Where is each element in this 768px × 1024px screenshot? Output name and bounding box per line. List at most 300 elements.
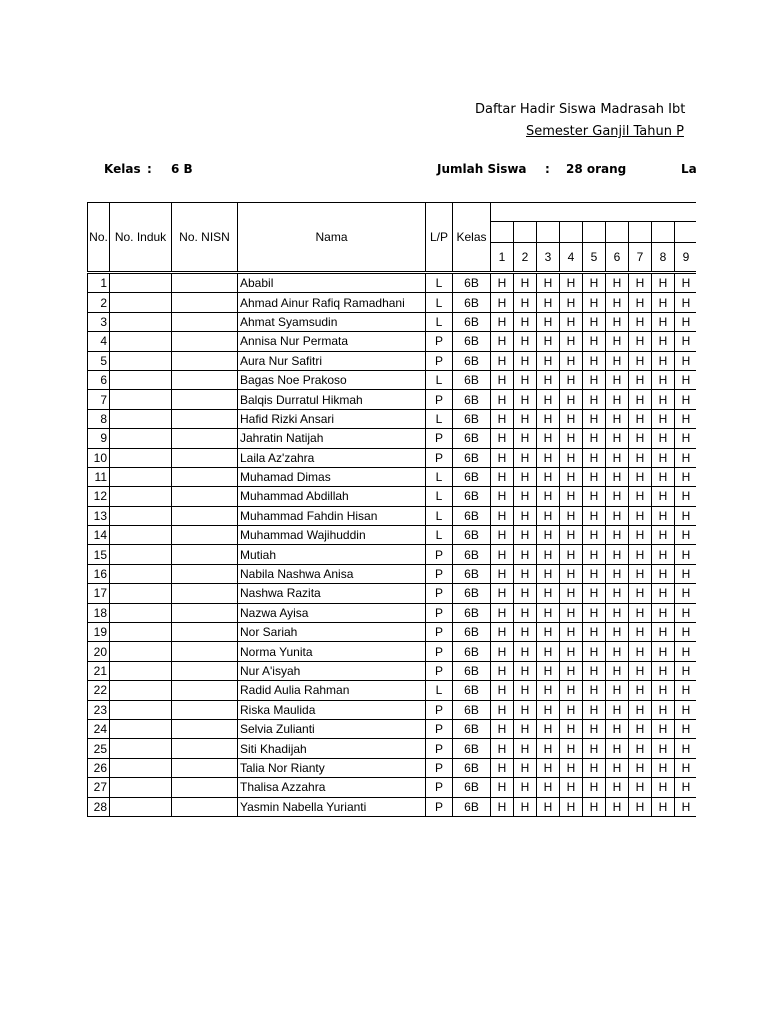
student-name: Ahmad Ainur Rafiq Ramadhani [238,293,426,312]
attendance-cell: H [675,390,698,409]
attendance-cell: H [491,506,514,525]
table-row [88,526,698,545]
student-name: Selvia Zulianti [238,719,426,738]
attendance-cell: H [606,312,629,331]
attendance-cell: H [537,409,560,428]
attendance-cell: H [629,273,652,293]
attendance-cell: H [560,526,583,545]
attendance-cell: H [514,719,537,738]
attendance-cell: H [583,293,606,312]
attendance-cell: H [583,487,606,506]
attendance-cell: H [514,273,537,293]
no-nisn-cell [172,273,238,293]
row-number: 19 [88,623,110,642]
attendance-cell: H [652,409,675,428]
attendance-cell: H [560,312,583,331]
attendance-cell: H [491,487,514,506]
attendance-cell: H [606,758,629,777]
no-nisn-cell [172,661,238,680]
student-name: Annisa Nur Permata [238,332,426,351]
attendance-cell: H [652,487,675,506]
attendance-cell: H [560,370,583,389]
attendance-cell: H [537,642,560,661]
attendance-cell: H [537,506,560,525]
jumlah-siswa-value: 28 orang [566,162,627,176]
attendance-cell: H [606,351,629,370]
table-row [88,700,698,719]
no-induk-cell [110,526,172,545]
table-row [88,681,698,700]
attendance-cell: H [652,739,675,758]
day-header-blank [560,222,583,243]
attendance-cell: H [652,584,675,603]
class-cell: 6B [453,739,491,758]
attendance-cell: H [514,564,537,583]
attendance-cell: H [583,390,606,409]
day-header: 3 [537,243,560,273]
attendance-cell: H [675,526,698,545]
row-number: 25 [88,739,110,758]
no-induk-cell [110,700,172,719]
extra-label-truncated: La [681,162,697,176]
no-nisn-cell [172,448,238,467]
day-header-blank [537,222,560,243]
attendance-cell: H [537,778,560,797]
row-number: 22 [88,681,110,700]
attendance-cell: H [583,467,606,486]
row-number: 24 [88,719,110,738]
gender-cell: P [426,448,453,467]
no-nisn-cell [172,623,238,642]
attendance-cell: H [560,293,583,312]
attendance-cell: H [560,661,583,680]
row-number: 13 [88,506,110,525]
attendance-cell: H [583,661,606,680]
attendance-cell: H [652,719,675,738]
attendance-cell: H [560,642,583,661]
attendance-cell: H [514,739,537,758]
row-number: 26 [88,758,110,777]
attendance-cell: H [652,526,675,545]
attendance-cell: H [629,487,652,506]
no-nisn-cell [172,545,238,564]
attendance-cell: H [629,545,652,564]
gender-cell: P [426,758,453,777]
class-cell: 6B [453,661,491,680]
no-nisn-cell [172,487,238,506]
attendance-cell: H [514,623,537,642]
gender-cell: L [426,312,453,331]
col-header-no: No. [88,203,110,273]
attendance-cell: H [537,545,560,564]
no-nisn-cell [172,390,238,409]
class-cell: 6B [453,409,491,428]
jumlah-siswa-separator: : [545,162,550,176]
class-cell: 6B [453,448,491,467]
table-row [88,293,698,312]
student-name: Mutiah [238,545,426,564]
no-induk-cell [110,506,172,525]
attendance-cell: H [491,351,514,370]
attendance-cell: H [583,778,606,797]
row-number: 8 [88,409,110,428]
attendance-cell: H [583,758,606,777]
attendance-cell: H [514,681,537,700]
attendance-cell: H [652,545,675,564]
student-name: Aura Nur Safitri [238,351,426,370]
day-header-blank [514,222,537,243]
attendance-cell: H [629,332,652,351]
class-cell: 6B [453,797,491,816]
day-header: 4 [560,243,583,273]
no-nisn-cell [172,797,238,816]
attendance-cell: H [560,506,583,525]
no-induk-cell [110,448,172,467]
attendance-cell: H [629,700,652,719]
gender-cell: P [426,642,453,661]
attendance-cell: H [675,448,698,467]
attendance-cell: H [537,758,560,777]
col-header-nisn: No. NISN [172,203,238,273]
header-row-top [88,203,698,222]
attendance-cell: H [629,409,652,428]
attendance-cell: H [537,797,560,816]
attendance-cell: H [606,584,629,603]
attendance-cell: H [675,564,698,583]
attendance-cell: H [560,545,583,564]
attendance-cell: H [583,429,606,448]
table-row [88,758,698,777]
attendance-cell: H [675,584,698,603]
day-header-blank [606,222,629,243]
attendance-cell: H [560,487,583,506]
student-name: Laila Az'zahra [238,448,426,467]
no-induk-cell [110,332,172,351]
gender-cell: P [426,603,453,622]
attendance-cell: H [491,390,514,409]
attendance-cell: H [606,293,629,312]
attendance-cell: H [652,603,675,622]
attendance-cell: H [606,429,629,448]
attendance-cell: H [560,719,583,738]
no-induk-cell [110,429,172,448]
attendance-cell: H [560,681,583,700]
attendance-cell: H [514,797,537,816]
gender-cell: L [426,467,453,486]
attendance-cell: H [583,681,606,700]
student-name: Ababil [238,273,426,293]
attendance-cell: H [675,312,698,331]
attendance-cell: H [537,719,560,738]
day-header-blank [629,222,652,243]
attendance-cell: H [560,332,583,351]
attendance-cell: H [652,370,675,389]
no-nisn-cell [172,429,238,448]
col-header-lp: L/P [426,203,453,273]
attendance-cell: H [583,409,606,428]
student-name: Talia Nor Rianty [238,758,426,777]
student-name: Jahratin Natijah [238,429,426,448]
student-name: Balqis Durratul Hikmah [238,390,426,409]
attendance-cell: H [606,603,629,622]
row-number: 3 [88,312,110,331]
attendance-cell: H [583,332,606,351]
attendance-cell: H [606,681,629,700]
attendance-cell: H [675,273,698,293]
attendance-cell: H [606,545,629,564]
day-header: 9 [675,243,698,273]
day-header-blank [583,222,606,243]
table-row [88,584,698,603]
attendance-cell: H [514,390,537,409]
no-induk-cell [110,409,172,428]
attendance-cell: H [606,719,629,738]
attendance-cell: H [514,584,537,603]
row-number: 9 [88,429,110,448]
attendance-table-body [88,203,698,817]
attendance-cell: H [652,506,675,525]
table-row [88,642,698,661]
attendance-cell: H [629,370,652,389]
attendance-cell: H [629,681,652,700]
attendance-cell: H [583,623,606,642]
no-induk-cell [110,642,172,661]
no-induk-cell [110,797,172,816]
attendance-cell: H [491,564,514,583]
no-nisn-cell [172,778,238,797]
kelas-label: Kelas [104,162,141,176]
class-cell: 6B [453,681,491,700]
no-induk-cell [110,739,172,758]
gender-cell: P [426,739,453,758]
attendance-cell: H [652,351,675,370]
attendance-cell: H [675,603,698,622]
attendance-cell: H [560,351,583,370]
attendance-cell: H [491,603,514,622]
table-row [88,564,698,583]
day-group-header [491,203,698,222]
row-number: 27 [88,778,110,797]
attendance-cell: H [675,719,698,738]
table-row [88,448,698,467]
table-row [88,623,698,642]
student-name: Riska Maulida [238,700,426,719]
attendance-cell: H [629,467,652,486]
attendance-cell: H [606,700,629,719]
no-nisn-cell [172,603,238,622]
table-row [88,797,698,816]
no-induk-cell [110,584,172,603]
attendance-cell: H [537,487,560,506]
attendance-cell: H [583,312,606,331]
gender-cell: L [426,681,453,700]
gender-cell: P [426,584,453,603]
attendance-cell: H [514,312,537,331]
attendance-cell: H [583,448,606,467]
attendance-cell: H [514,778,537,797]
student-name: Nor Sariah [238,623,426,642]
row-number: 23 [88,700,110,719]
attendance-cell: H [629,661,652,680]
attendance-cell: H [560,273,583,293]
attendance-cell: H [537,293,560,312]
student-name: Thalisa Azzahra [238,778,426,797]
attendance-cell: H [629,623,652,642]
no-nisn-cell [172,312,238,331]
no-nisn-cell [172,526,238,545]
attendance-cell: H [675,351,698,370]
attendance-cell: H [537,661,560,680]
attendance-cell: H [491,739,514,758]
class-cell: 6B [453,273,491,293]
attendance-cell: H [606,409,629,428]
student-name: Ahmat Syamsudin [238,312,426,331]
attendance-cell: H [560,778,583,797]
attendance-cell: H [675,332,698,351]
class-cell: 6B [453,370,491,389]
table-row [88,332,698,351]
attendance-cell: H [537,739,560,758]
attendance-cell: H [537,312,560,331]
attendance-cell: H [514,661,537,680]
class-cell: 6B [453,642,491,661]
attendance-cell: H [491,545,514,564]
table-row [88,603,698,622]
class-cell: 6B [453,584,491,603]
attendance-cell: H [583,700,606,719]
no-induk-cell [110,467,172,486]
row-number: 1 [88,273,110,293]
attendance-cell: H [675,623,698,642]
student-name: Nashwa Razita [238,584,426,603]
attendance-cell: H [537,603,560,622]
class-cell: 6B [453,467,491,486]
no-induk-cell [110,758,172,777]
attendance-cell: H [491,661,514,680]
attendance-cell: H [675,487,698,506]
attendance-cell: H [583,506,606,525]
attendance-cell: H [652,797,675,816]
attendance-cell: H [491,778,514,797]
attendance-cell: H [675,467,698,486]
attendance-cell: H [629,739,652,758]
attendance-cell: H [491,370,514,389]
attendance-cell: H [675,778,698,797]
class-cell: 6B [453,506,491,525]
attendance-cell: H [560,584,583,603]
gender-cell: P [426,719,453,738]
attendance-cell: H [560,467,583,486]
no-nisn-cell [172,332,238,351]
attendance-cell: H [583,526,606,545]
attendance-cell: H [606,623,629,642]
student-name: Radid Aulia Rahman [238,681,426,700]
class-cell: 6B [453,623,491,642]
attendance-cell: H [629,526,652,545]
no-nisn-cell [172,506,238,525]
attendance-cell: H [491,642,514,661]
no-nisn-cell [172,739,238,758]
attendance-cell: H [491,700,514,719]
attendance-cell: H [491,448,514,467]
attendance-cell: H [583,642,606,661]
attendance-cell: H [514,487,537,506]
class-cell: 6B [453,293,491,312]
table-row [88,370,698,389]
attendance-cell: H [560,700,583,719]
attendance-cell: H [652,564,675,583]
attendance-cell: H [675,429,698,448]
attendance-cell: H [606,661,629,680]
row-number: 17 [88,584,110,603]
attendance-cell: H [583,797,606,816]
gender-cell: L [426,370,453,389]
no-induk-cell [110,719,172,738]
attendance-cell: H [491,429,514,448]
no-induk-cell [110,564,172,583]
attendance-cell: H [652,681,675,700]
attendance-cell: H [514,429,537,448]
attendance-cell: H [652,448,675,467]
attendance-cell: H [514,545,537,564]
attendance-cell: H [537,681,560,700]
row-number: 15 [88,545,110,564]
student-name: Muhammad Abdillah [238,487,426,506]
no-induk-cell [110,623,172,642]
no-induk-cell [110,351,172,370]
row-number: 7 [88,390,110,409]
gender-cell: P [426,429,453,448]
attendance-cell: H [606,332,629,351]
attendance-cell: H [491,758,514,777]
attendance-cell: H [491,526,514,545]
attendance-cell: H [606,506,629,525]
gender-cell: L [426,506,453,525]
day-header-blank [675,222,698,243]
attendance-cell: H [652,312,675,331]
table-row [88,506,698,525]
attendance-cell: H [537,370,560,389]
attendance-cell: H [675,545,698,564]
row-number: 14 [88,526,110,545]
gender-cell: P [426,661,453,680]
attendance-cell: H [652,332,675,351]
attendance-cell: H [652,642,675,661]
no-induk-cell [110,661,172,680]
attendance-cell: H [514,506,537,525]
attendance-cell: H [537,584,560,603]
attendance-cell: H [583,603,606,622]
no-nisn-cell [172,681,238,700]
attendance-cell: H [629,778,652,797]
attendance-cell: H [652,758,675,777]
attendance-cell: H [514,448,537,467]
attendance-cell: H [606,564,629,583]
attendance-cell: H [629,584,652,603]
col-header-nama: Nama [238,203,426,273]
col-header-induk: No. Induk [110,203,172,273]
attendance-cell: H [583,719,606,738]
attendance-cell: H [583,273,606,293]
attendance-cell: H [652,273,675,293]
attendance-cell: H [537,623,560,642]
attendance-cell: H [560,758,583,777]
attendance-cell: H [537,526,560,545]
attendance-cell: H [652,467,675,486]
attendance-cell: H [491,332,514,351]
attendance-cell: H [675,797,698,816]
document-title: Daftar Hadir Siswa Madrasah Ibt [475,102,686,117]
